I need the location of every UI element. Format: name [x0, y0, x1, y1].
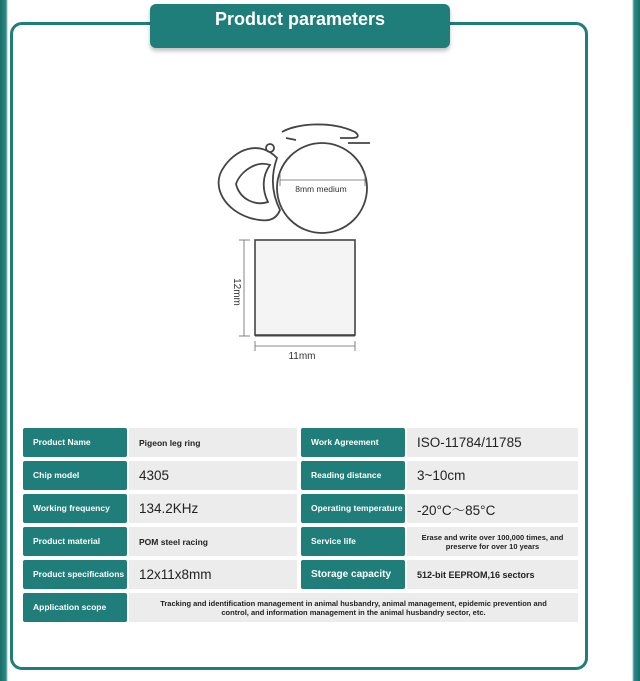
spec-label: Working frequency — [23, 494, 127, 523]
spec-row — [23, 560, 578, 589]
spec-value: -20°C～85°C — [407, 494, 578, 523]
spec-value: 4305 — [129, 461, 297, 490]
ring-top-view — [219, 124, 370, 233]
spec-value: Pigeon leg ring — [129, 428, 297, 457]
spec-row — [23, 527, 578, 556]
spec-label: Work Agreement — [301, 428, 405, 457]
spec-value: 3~10cm — [407, 461, 578, 490]
spec-label: Storage capacity — [301, 560, 405, 589]
inner-diameter-label: 8mm medium — [295, 184, 347, 194]
spec-label: Product specifications — [23, 560, 127, 589]
spec-value: POM steel racing — [129, 527, 297, 556]
spec-value: Erase and write over 100,000 times, and preserve for over 10 years — [407, 527, 578, 556]
spec-label: Operating temperature — [301, 494, 405, 523]
page-title: Product parameters — [214, 8, 386, 29]
ring-side-view — [255, 240, 355, 335]
spec-value: 134.2KHz — [129, 494, 297, 523]
spec-row — [23, 428, 578, 457]
spec-value: 12x11x8mm — [129, 560, 297, 589]
height-label: 12mm — [231, 278, 242, 306]
spec-row — [23, 494, 578, 523]
ring-dimension-diagram — [200, 110, 400, 370]
spec-label: Application scope — [23, 593, 127, 622]
spec-value: 512-bit EEPROM,16 sectors — [407, 560, 578, 589]
spec-label: Product Name — [23, 428, 127, 457]
spec-value: ISO-11784/11785 — [407, 428, 578, 457]
spec-row — [23, 593, 578, 622]
spec-label: Reading distance — [301, 461, 405, 490]
spec-row — [23, 461, 578, 490]
spec-label: Product material — [23, 527, 127, 556]
title-banner — [150, 4, 450, 48]
spec-label: Chip model — [23, 461, 127, 490]
spec-label: Service life — [301, 527, 405, 556]
spec-value: Tracking and identification management in animal husbandry, animal management, epidemic prevention and control, and information management in the animal husbandry sector, etc. — [129, 593, 578, 622]
width-label: 11mm — [288, 351, 316, 362]
